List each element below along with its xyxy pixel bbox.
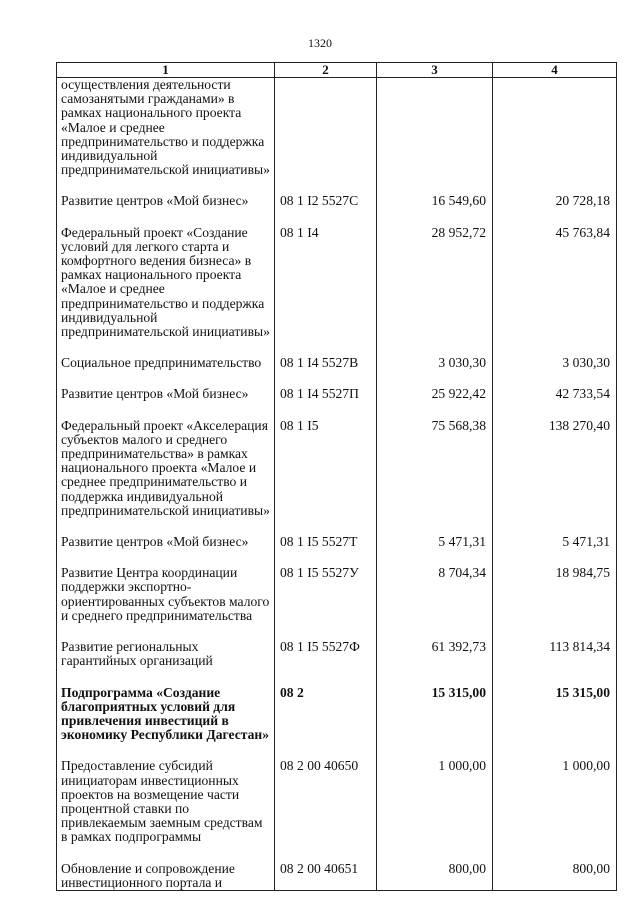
column-header-4: 4 (493, 63, 617, 78)
row-value-2: 45 763,84 (493, 226, 617, 357)
row-code: 08 1 I4 5527П (275, 387, 377, 418)
row-value-2: 3 030,30 (493, 356, 617, 387)
column-header-1: 1 (57, 63, 275, 78)
row-code: 08 1 I5 5527Ф (275, 640, 377, 685)
table-row (57, 686, 617, 760)
row-value-2: 800,00 (493, 862, 617, 891)
row-name: Развитие центров «Мой бизнес» (57, 535, 275, 566)
table-row (57, 862, 617, 891)
row-value-2: 42 733,54 (493, 387, 617, 418)
row-code (275, 78, 377, 195)
row-value-1: 5 471,31 (377, 535, 493, 566)
row-code: 08 1 I5 (275, 419, 377, 535)
column-header-2: 2 (275, 63, 377, 78)
row-value-2: 18 984,75 (493, 566, 617, 640)
row-value-2: 15 315,00 (493, 686, 617, 760)
row-code: 08 1 I5 5527У (275, 566, 377, 640)
column-header-3: 3 (377, 63, 493, 78)
row-value-1: 8 704,34 (377, 566, 493, 640)
row-code: 08 1 I5 5527T (275, 535, 377, 566)
page-number: 1320 (308, 36, 332, 50)
row-name: Развитие центров «Мой бизнес» (57, 194, 275, 225)
table-row (57, 78, 617, 195)
row-value-2: 1 000,00 (493, 759, 617, 861)
table-row (57, 640, 617, 685)
row-name: Развитие центров «Мой бизнес» (57, 387, 275, 418)
row-code: 08 2 00 40651 (275, 862, 377, 891)
row-code: 08 1 I4 (275, 226, 377, 357)
row-name: Федеральный проект «Создание условий для легкого старта и комфортного ведения бизнеса» в рамках национального проекта «Малое и среднее предпринимательство и поддержка индивидуальной предпринимательской инициативы» (57, 226, 275, 357)
row-value-1 (377, 78, 493, 195)
row-value-2: 20 728,18 (493, 194, 617, 225)
row-value-2: 5 471,31 (493, 535, 617, 566)
row-value-1: 28 952,72 (377, 226, 493, 357)
row-value-1: 3 030,30 (377, 356, 493, 387)
row-code: 08 2 00 40650 (275, 759, 377, 861)
row-code: 08 1 I4 5527B (275, 356, 377, 387)
table-row (57, 194, 617, 225)
row-value-1: 800,00 (377, 862, 493, 891)
row-code: 08 1 I2 5527C (275, 194, 377, 225)
table-row (57, 356, 617, 387)
table-row (57, 566, 617, 640)
row-value-2: 113 814,34 (493, 640, 617, 685)
row-value-1: 25 922,42 (377, 387, 493, 418)
row-name: Развитие региональных гарантийных организаций (57, 640, 275, 685)
budget-table (56, 62, 617, 891)
row-name: Развитие Центра координации поддержки экспортно-ориентированных субъектов малого и среднего предпринимательства (57, 566, 275, 640)
table-header-row (57, 63, 617, 78)
row-name: Подпрограмма «Создание благоприятных условий для привлечения инвестиций в экономику Республики Дагестан» (57, 686, 275, 760)
table-row (57, 535, 617, 566)
row-name: Обновление и сопровождение инвестиционного портала и (57, 862, 275, 891)
row-name: Предоставление субсидий инициаторам инвестиционных проектов на возмещение части процентной ставки по привлекаемым заемным средствам в рамках подпрограммы (57, 759, 275, 861)
row-name: Социальное предпринимательство (57, 356, 275, 387)
row-value-1: 61 392,73 (377, 640, 493, 685)
row-value-2: 138 270,40 (493, 419, 617, 535)
table-row (57, 759, 617, 861)
row-name: Федеральный проект «Акселерация субъектов малого и среднего предпринимательства» в рамках национального проекта «Малое и среднее предпринимательство и поддержка индивидуальной предпринимательской инициативы» (57, 419, 275, 535)
row-value-1: 1 000,00 (377, 759, 493, 861)
row-value-1: 15 315,00 (377, 686, 493, 760)
table-row (57, 387, 617, 418)
row-value-2 (493, 78, 617, 195)
row-code: 08 2 (275, 686, 377, 760)
table-row (57, 226, 617, 357)
row-name: осуществления деятельности самозанятыми гражданами» в рамках национального проекта «Малое и среднее предпринимательство и поддержка индивидуальной предпринимательской инициативы» (57, 78, 275, 195)
row-value-1: 75 568,38 (377, 419, 493, 535)
table-row (57, 419, 617, 535)
row-value-1: 16 549,60 (377, 194, 493, 225)
